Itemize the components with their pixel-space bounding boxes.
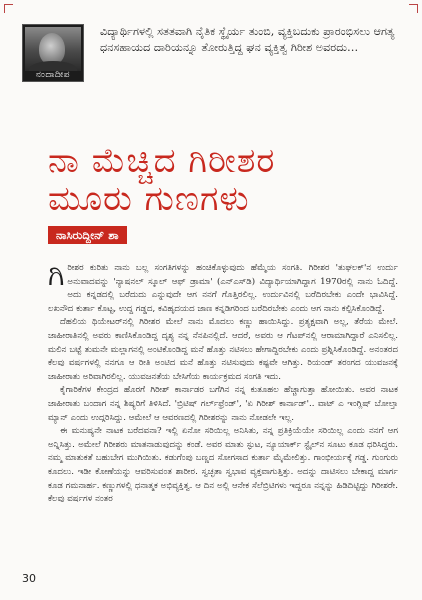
headline-line-1: ನಾ ಮೆಚ್ಚಿದ ಗಿರೀಶರ <box>48 141 276 181</box>
body-paragraph: ಈ ಮನುಷ್ಯನೇ ನಾಟಕ ಬರೆದವನಾ? ಇಲ್ಲಿ ಏನೋ ಸರಿಯಿಲ್ಲ ಅನಿಸಿತು, ನನ್ನ ಪ್ರತಿಕ್ರಿಯೆಯೇ ಸರಿಯಿಲ್ಲ ಎಂದು ನನಗೆ ಆಗ ಅನ್ನಿಸಿತ್ತು. ಅಮೇಲೆ ಗಿರೀಶರು ಮಾತನಾಡುವುದನ್ನು ಕಂಡೆ. ಅವರ ಮಾತು ಸ್ಫುಟ, ನ್ಯೂಯಾರ್ಕ್ ಸ್ಟೈಲ್‌ನ ಸೂಟು ಕೂಡ ಧರಿಸಿದ್ದರು. ನಮ್ಮ ಮಾತುಕತೆ ಬಹುಬೇಗ ಮುಗಿಯಿತು. ಕಡುಗೆಂಪು ಬಣ್ಣದ ಸೋಗಸಾದ ಕುರ್ತಾ ಮೈಮೇಲಿತ್ತು. ಗಾಂಭೀರ್ಯಕ್ಕೆ ಗಡ್ಡ. ಗುಂಗುರು ಕೂದಲು. ಇಡೀ ಕೋಣೆಯನ್ನು ಆವರಿಸುವಂತ ಶಾರೀರ. ಸ್ವಚ್ಛತಾ ಸ್ವಭಾವ ವ್ಯಕ್ತವಾಗುತ್ತಿತ್ತು. ಅದನ್ನು ದಾಟಿಸಲು ಬೇಕಾದ್ದ ಮಾರ್ಗ ಕೂಡ ಗಮನಾರ್ಹ. ಕಣ್ಣುಗಳಲ್ಲಿ ಧನಾತ್ಮಕ ಅಭಿವ್ಯಕ್ತಿತ್ವ. ಆ ದಿನ ಅಲ್ಲಿ ಆನೇಕ ಸೆಲೆಬ್ರಿಟಿಗಳು ಇದ್ದರೂ ನನ್ನನ್ನು ಹಿಡಿದಿಟ್ಟಿದ್ದು ಗಿರೀಶರೇ. ಕೆಲವು ವರ್ಷಗಳ ನಂತರ <box>48 426 398 505</box>
body-paragraph: ದೆಹಲಿಯ ಥಿಯೇಟರ್‌ನಲ್ಲಿ ಗಿರೀಶರ ಮೇಲೆ ನಾನು ಮೊದಲು ಕಣ್ಣು ಹಾಯಿಸಿದ್ದು. ಪ್ರತ್ಯಕ್ಷವಾಗಿ ಅಲ್ಲ, ತೆರೆಯ ಮೇಲೆ. ಜಾಹೀರಾತಿನಲ್ಲಿ ಅವರು ಕಾಣಿಸಿಕೊಂಡಿದ್ದ ದೃಶ್ಯ ನನ್ನ ನೆನಪಿನಲ್ಲಿದೆ. ಆದರೆ, ಅವರು ಆ ಗೆಟಪ್‌ನಲ್ಲಿ ಆರಾಮಾಗಿದ್ದಾರೆ ಎನಿಸಲಿಲ್ಲ. ಮಲಿನ ಬಟ್ಟೆ ತುಮನೇ ಮಲ್ಲಾಗನಲ್ಲಿ ಅಂಟಿಕೊಂಡಿದ್ದ ಮನೆ ಹೊತ್ತು ನಟಿಸಲು ಹೇಗಾದ್ದಿರಬೇಕು ಎಂದು ಪ್ರಶ್ನಿಸಿಕೊಂಡಿದ್ದೆ. ಅನಂತರದ ಕೆಲವು ವರ್ಷಗಳಲ್ಲಿ ನನಗೂ ಆ ರೀತಿ ಅಂಟಿದ ಮನೆ ಹೊತ್ತು ನಟಿಸುವುದು ಕಷ್ಟವೇ ಆಗಿತ್ತು. ರಿಯಂಡ್ ತರಂಗದ ಯುವಜನಕ್ಕೆ ಜಾಹೀರಾತು ಅರಿವಾಗಿರಲಿಲ್ಲ. ಯುವಜನತೆಯ ಬೇಸಿಗೆಯ ಕಾರ್ಯಕ್ರಮದ ಸಂಗತಿ ಇದು. <box>48 317 398 382</box>
author-photo <box>25 27 81 71</box>
body-paragraph: ಕೈಗಾರಿಕೆಗಳ ಕೇಂದ್ರದ ಹೊರಗೆ ಗಿರೀಶ್ ಕಾರ್ನಾಡರ ಬಗೆಗಿನ ನನ್ನ ಕುತೂಹಲ ಹೆಚ್ಚಾಗುತ್ತಾ ಹೋಯಿತು. ಅವರ ನಾಟಕ ಜಾಹೀರಾತು ಬಂದಾಗ ನನ್ನ ಶಿಷ್ಯರಿಗೆ ತಿಳಿಸಿದೆ. 'ಬ್ರಿಟಿಷ್ ಗರ್ಲ್‌ಫ್ರೆಂಡ್', 'ಏ ಗಿರೀಶ್ ಕಾರ್ನಾಡ್'.. ವಾಟ್ ಎ ಇಂಗ್ಲಿಷ್ ಬೋಲ್ತಾ ಮ್ಯಾನ್ ಎಂದು ಉದ್ಗರಿಸಿದ್ದು. ಆಮೇಲೆ ಆ ಆವರಣದಲ್ಲಿ ಗಿರೀಶರನ್ನು ನಾನು ನೋಡಲೇ ಇಲ್ಲ. <box>48 385 398 423</box>
article-body <box>48 262 398 572</box>
column-badge <box>22 24 84 82</box>
page-number: 30 <box>22 572 36 585</box>
article-headline <box>48 142 388 218</box>
body-paragraph-text: ರೀಶರ ಕುರಿತು ನಾನು ಬಲ್ಲ ಸಂಗತಿಗಳನ್ನು ಹಂಚಿಕೊಳ್ಳುವುದು ಹೆಮ್ಮೆಯ ಸಂಗತಿ. ಗಿರೀಶರ 'ತುಘಲಕ್'ನ ಉರ್ದು ಅನುವಾದವನ್ನು 'ನ್ಯಾಷನಲ್ ಸ್ಕೂಲ್ ಆಫ್ ಡ್ರಾಮಾ' (ಎನ್‌ಎಸ್‌ಡಿ) ವಿದ್ಯಾರ್ಥಿಯಾಗಿದ್ದಾಗ 1970ರಲ್ಲಿ ನಾನು ಓದಿದ್ದೆ. ಅದು ಕನ್ನಡದಲ್ಲಿ ಬರೆದುದು ಎನ್ನುವುದೇ ಆಗ ನನಗೆ ಗೊತ್ತಿರಲಿಲ್ಲ. ಉರ್ದುವಿನಲ್ಲಿ ಬರೆದಿರಬೇಕು ಎಂದೇ ಭಾವಿಸಿದ್ದೆ. ಲಖನೌದ ಕುರ್ತಾ ಕೊಟ್ಟ, ಉದ್ದ ಗಡ್ಡದ, ಕವಿಹೃದಯದ ಜಾಣ ಕನ್ನಡಿಗರಿಂದ ಬರೆದಿರಬೇಕು ಎಂದು ಆಗ ನಾನು ಕಲ್ಪಿಸಿಕೊಂಡಿದ್ದೆ. <box>48 263 398 314</box>
crop-mark-top-right <box>409 4 418 13</box>
author-byline: ನಾಸಿರುದ್ದೀನ್ ಶಾ <box>48 226 127 244</box>
drop-cap: ಗಿ <box>48 262 65 293</box>
crop-mark-top-left <box>4 4 13 13</box>
column-label: ನಂದಾದೀಪ <box>35 70 71 80</box>
article-deck: ವಿದ್ಯಾರ್ಥಿಗಳಲ್ಲಿ ಸತತವಾಗಿ ನೈತಿಕ ಸ್ಥೈರ್ಯ ತುಂಬಿ, ವ್ಯಕ್ತಿಬದುಕು ಪ್ರಾರಂಭಿಸಲು ಆಗತ್ಯ ಧನಸಹಾಯದ ದಾರಿಯನ್ನೂ ತೋರುತ್ತಿದ್ದ ಘನ ವ್ಯಕ್ತಿತ್ವ ಗಿರೀಶ ಅವರದು… <box>100 25 395 54</box>
body-paragraph <box>48 262 398 316</box>
headline-line-2: ಮೂರು ಗುಣಗಳು <box>48 179 250 219</box>
